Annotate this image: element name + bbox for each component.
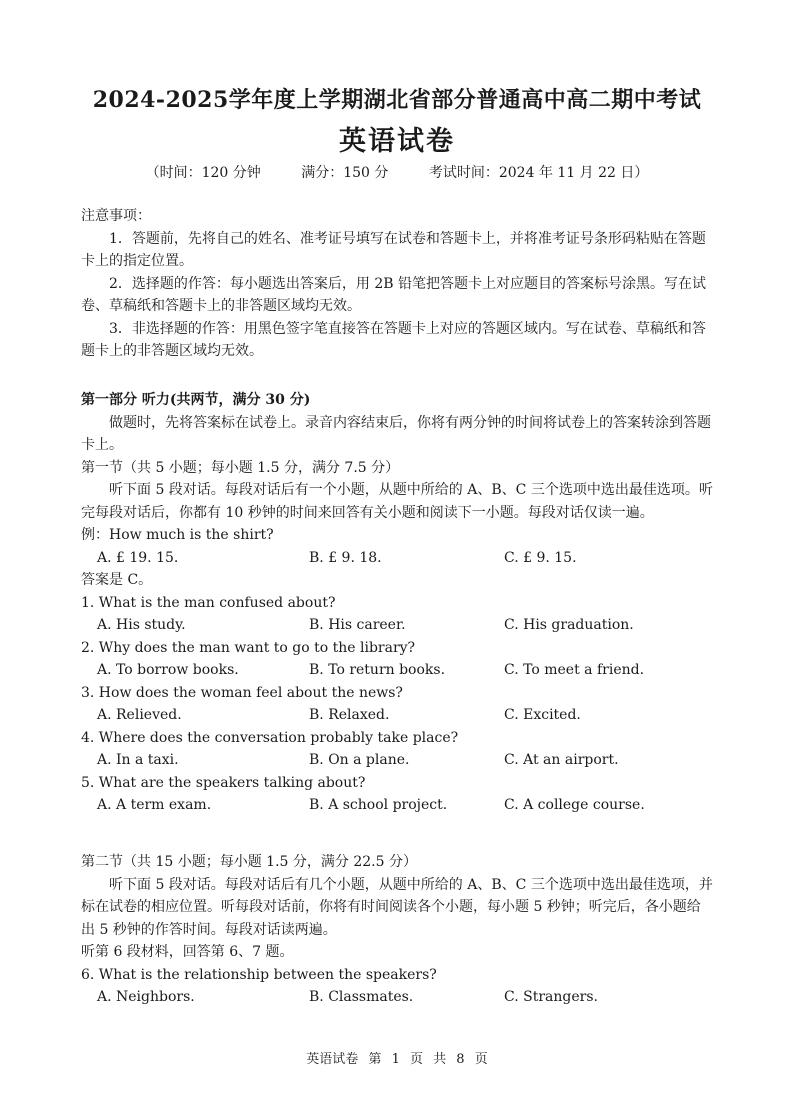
option-c: C. His graduation. [504,617,634,633]
section2-heading: 第二节（共 15 小题；每小题 1.5 分，满分 22.5 分） [81,854,417,870]
option-b: B. His career. [309,617,406,633]
footer-total-pages: 8 [456,1052,465,1067]
option-b: B. On a plane. [309,752,410,768]
exam-subject: 英语试卷 [339,126,455,157]
question-2: 2. Why does the man want to go to the library? [81,639,416,656]
question-4: 4. Where does the conversation probably take place? [81,729,459,746]
option-c: C. Strangers. [504,989,598,1005]
exam-meta [0,162,794,182]
question-6: 6. What is the relationship between the speakers? [81,966,437,983]
question-4-options [81,749,713,772]
question-3: 3. How does the woman feel about the news? [81,684,403,701]
part1-section [81,389,713,817]
example-answer: 答案是 C。 [81,572,153,588]
part1-heading: 第一部分 听力(共两节，满分 30 分) [81,392,311,408]
option-a: A. A term exam. [97,797,212,813]
option-b: B. To return books. [309,662,446,678]
option-c: C. A college course. [504,797,645,813]
footer-subject: 英语试卷 [306,1052,359,1067]
question-1: 1. What is the man confused about? [81,594,336,611]
notice-heading: 注意事项： [81,208,151,224]
option-b: B. A school project. [309,797,448,813]
option-c: C. At an airport. [504,752,619,768]
notice-section [81,205,713,363]
option-a: A. Neighbors. [97,989,195,1005]
notice-item: 3．非选择题的作答：用黑色签字笔直接答在答题卡上对应的答题区域内。写在试卷、草稿纸和答题卡上的非答题区域均无效。 [81,320,706,359]
question-5: 5. What are the speakers talking about? [81,774,366,791]
exam-title: 2024-2025学年度上学期湖北省部分普通高中高二期中考试 [92,87,702,113]
section2-instructions: 听下面 5 段对话。每段对话后有几个小题，从题中所给的 A、B、C 三个选项中选出最佳选项，并标在试卷的相应位置。听每段对话前，你将有时间阅读各个小题，每小题 5 秒钟；听完后，各小题给出 5 秒钟的作答时间。每段对话读两遍。 [81,876,713,938]
option-c: C. £ 9. 15. [504,549,577,566]
option-a: A. To borrow books. [97,662,239,678]
page-footer [0,1048,794,1067]
question-3-options [81,704,713,727]
option-b: B. Relaxed. [309,707,390,723]
example-question: 例：How much is the shirt? [81,527,274,543]
option-a: A. £ 19. 15. [97,549,179,566]
notice-item: 1．答题前，先将自己的姓名、准考证号填写在试卷和答题卡上，并将准考证号条形码粘贴在答题卡上的指定位置。 [81,230,706,269]
footer-page-mid: 页 [409,1052,423,1067]
question-1-options [81,614,713,637]
exam-duration: （时间：120 分钟 [145,165,261,181]
section1-instructions: 听下面 5 段对话。每段对话后有一个小题，从题中所给的 A、B、C 三个选项中选出最佳选项。听完每段对话后，你都有 10 秒钟的时间来回答有关小题和阅读下一小题。每段对话仅读一遍。 [81,482,713,521]
notice-item: 2．选择题的作答：每小题选出答案后，用 2B 铅笔把答题卡上对应题目的答案标号涂黑。写在试卷、草稿纸和答题卡上的非答题区域均无效。 [81,275,707,314]
option-a: A. Relieved. [97,707,182,723]
question-6-options [81,986,713,1009]
part1-intro: 做题时，先将答案标在试卷上。录音内容结束后，你将有两分钟的时间将试卷上的答案转涂到答题卡上。 [81,414,711,453]
section2 [81,851,713,1009]
question-2-options [81,659,713,682]
footer-total-prefix: 共 [433,1052,447,1067]
exam-total-score: 满分：150 分 [301,165,389,181]
section1-heading: 第一节（共 5 小题；每小题 1.5 分，满分 7.5 分） [81,459,400,476]
option-b: B. Classmates. [309,989,414,1005]
footer-total-suffix: 页 [474,1052,488,1067]
option-b: B. £ 9. 18. [309,549,382,566]
option-a: A. In a taxi. [97,752,179,768]
example-options [81,547,713,570]
question-5-options [81,794,713,817]
material-note: 听第 6 段材料，回答第 6、7 题。 [81,944,294,960]
exam-date: 考试时间：2024 年 11 月 22 日） [428,165,649,181]
footer-page-number: 1 [391,1052,400,1067]
option-c: C. To meet a friend. [504,662,645,678]
option-a: A. His study. [97,617,186,633]
option-c: C. Excited. [504,707,581,723]
footer-page-prefix: 第 [368,1052,382,1067]
